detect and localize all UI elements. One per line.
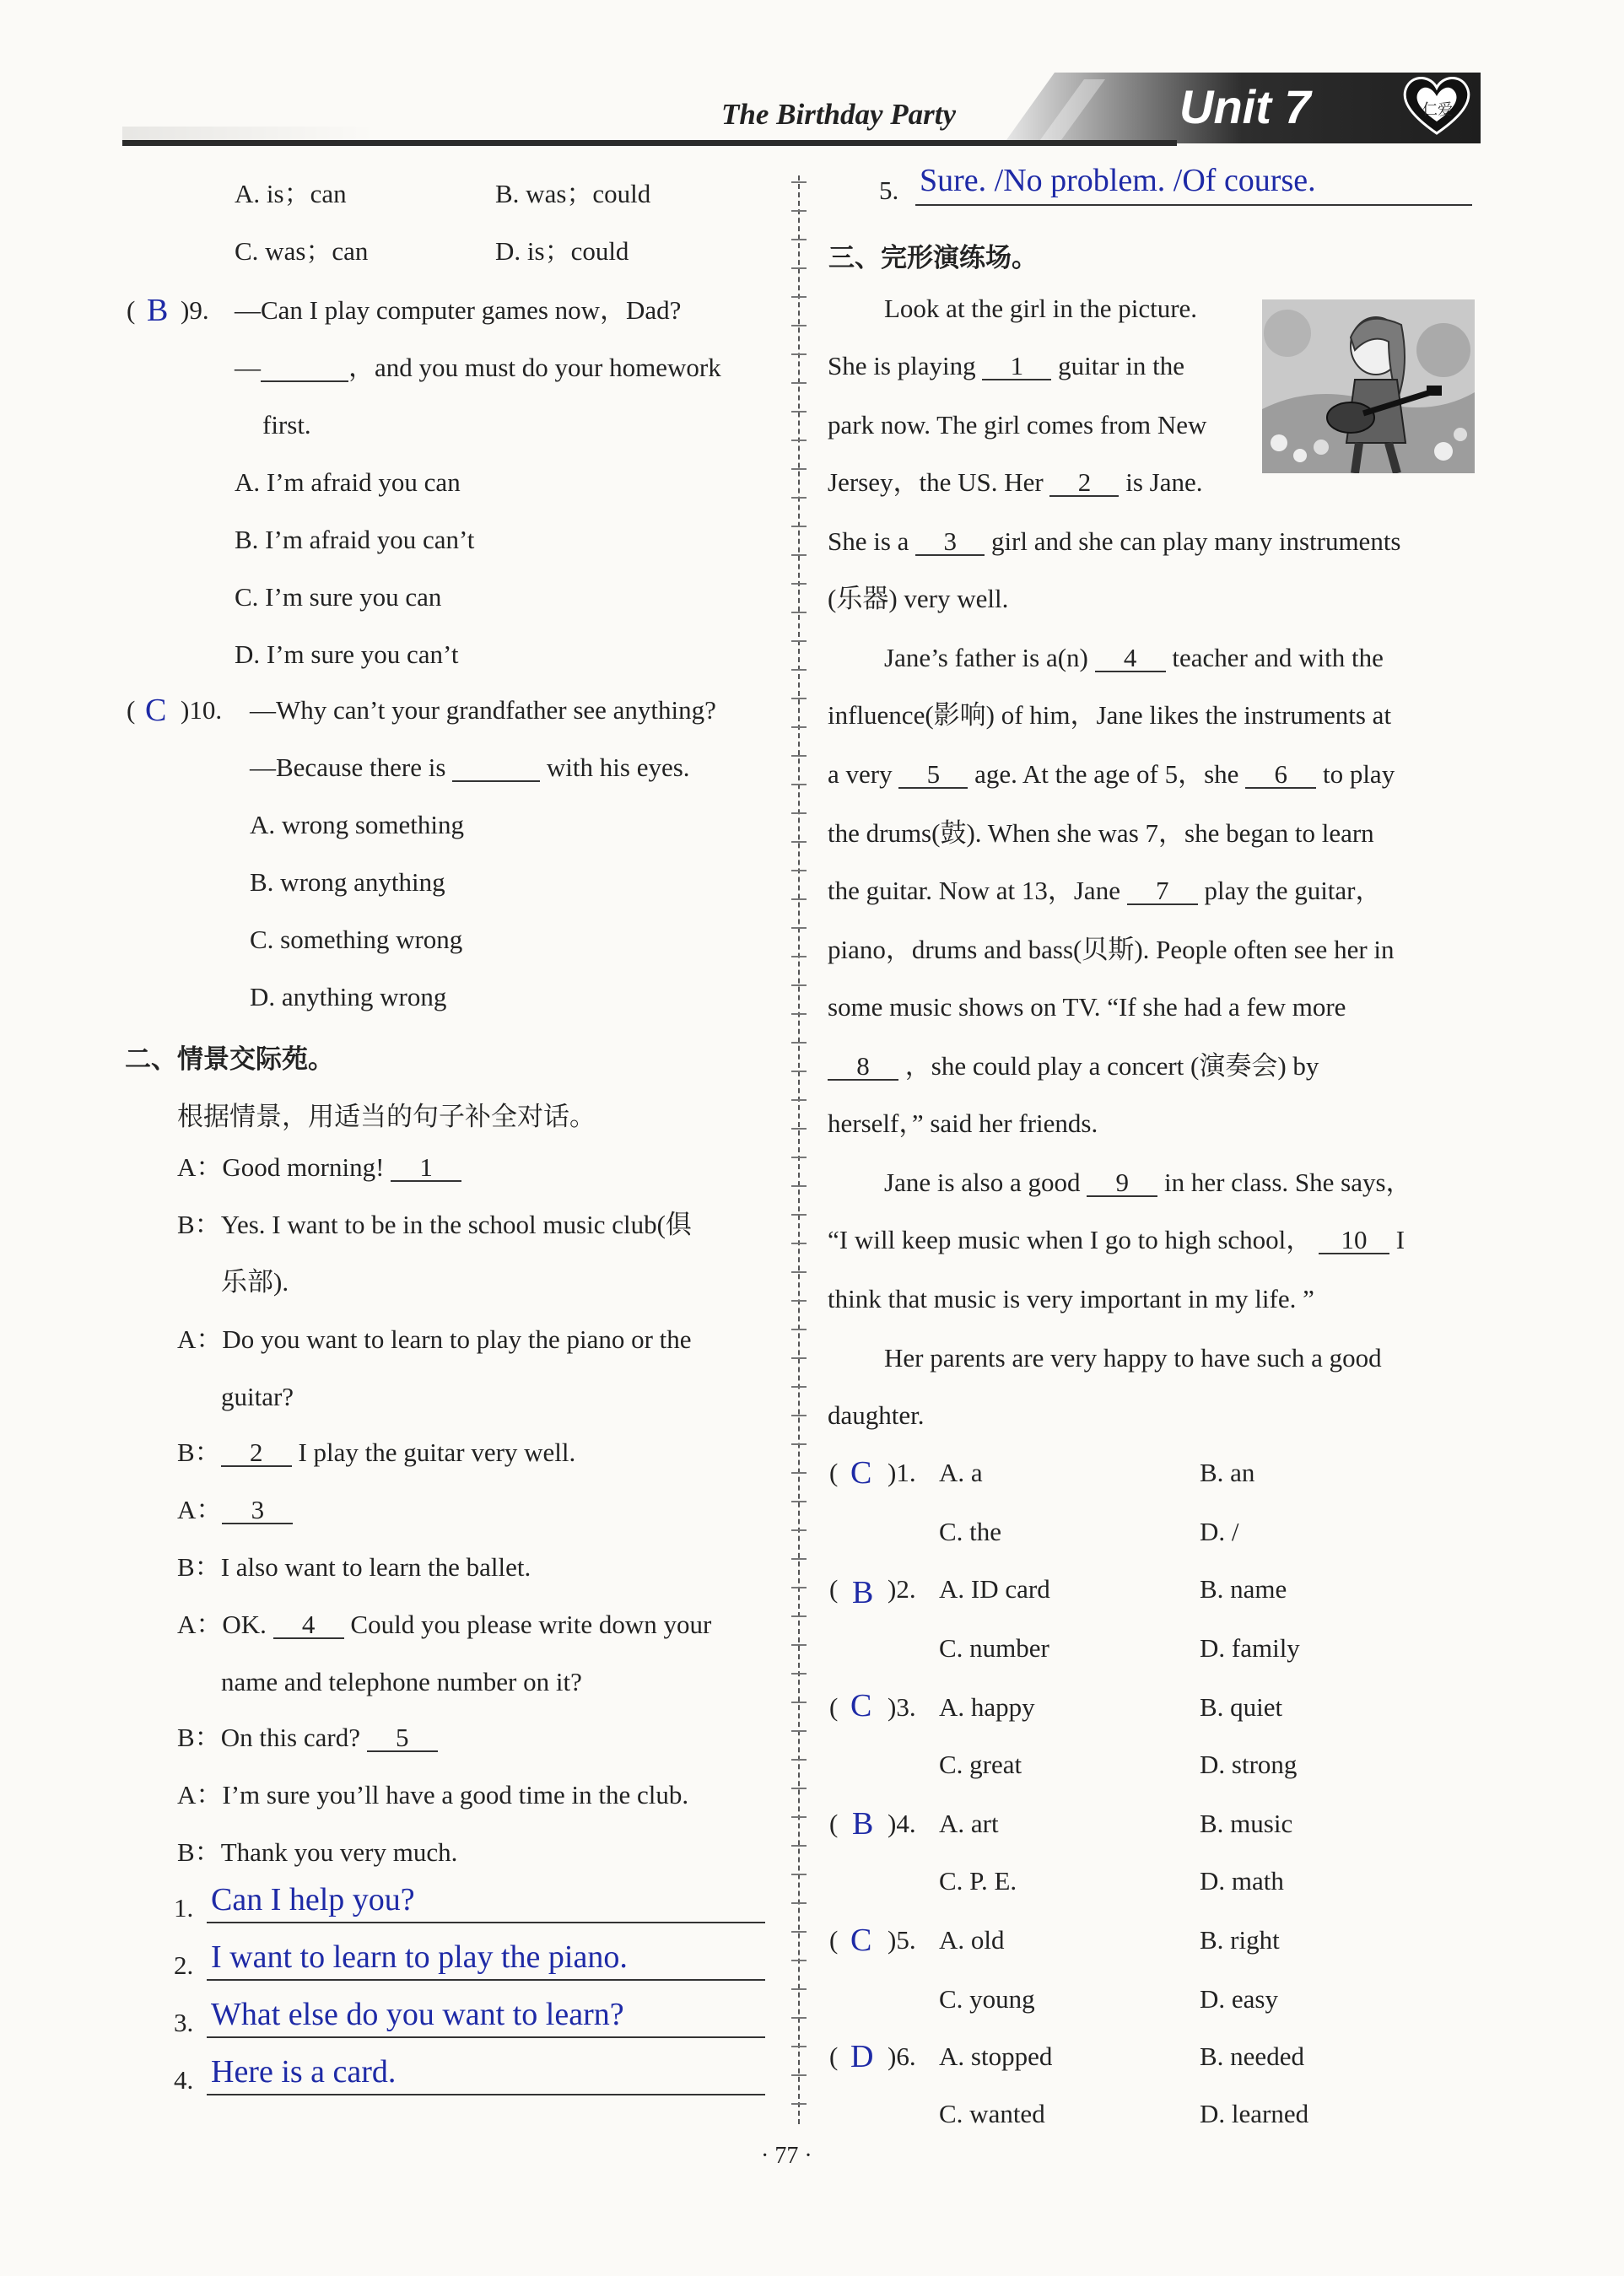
dialog-line-3-cont: guitar? bbox=[221, 1382, 294, 1411]
divider-tick bbox=[791, 870, 807, 871]
divider-tick bbox=[791, 2103, 807, 2105]
passage-text: play the guitar， bbox=[1204, 876, 1382, 905]
answer-line-5[interactable] bbox=[915, 204, 1472, 206]
divider-tick bbox=[791, 468, 807, 470]
dialog-speaker: B： bbox=[177, 1552, 221, 1582]
dialog-text: Do you want to learn to play the piano or the bbox=[222, 1324, 692, 1354]
dialog-speaker: A： bbox=[177, 1780, 223, 1809]
divider-tick bbox=[791, 755, 807, 757]
cloze-blank-2[interactable]: 2 bbox=[1049, 469, 1119, 497]
divider-tick bbox=[791, 497, 807, 499]
q9-line2-suffix: ，and you must do your homework bbox=[348, 353, 721, 382]
option-a: A. a bbox=[939, 1458, 983, 1487]
divider-tick bbox=[791, 1816, 807, 1818]
option-c: C. young bbox=[939, 1984, 1035, 2014]
passage-line: influence(影响) of him，Jane likes the instruments at bbox=[828, 700, 1392, 730]
dialog-speaker: B： bbox=[177, 1837, 221, 1867]
divider-tick bbox=[791, 382, 807, 384]
answer-number-3: 3. bbox=[174, 2008, 194, 2037]
cloze-answer-5: C bbox=[850, 1923, 872, 1958]
q9-answer: B bbox=[147, 293, 169, 328]
divider-tick bbox=[791, 784, 807, 785]
q9-number: )9. bbox=[181, 295, 209, 325]
q10-line1: —Why can’t your grandfather see anything? bbox=[250, 695, 716, 725]
q10-line2 bbox=[250, 754, 690, 782]
divider-tick bbox=[791, 2017, 807, 2019]
passage-line: park now. The girl comes from New bbox=[828, 410, 1207, 440]
q8-option-c: C. was；can bbox=[235, 236, 369, 266]
answer-line-1[interactable] bbox=[207, 1922, 765, 1923]
dialog-text: Could you please write down your bbox=[350, 1610, 712, 1639]
passage-line: the drums(鼓). When she was 7，she began to learn bbox=[828, 818, 1374, 848]
divider-tick bbox=[791, 1013, 807, 1015]
dialog-text: OK. bbox=[222, 1610, 267, 1639]
answer-text-3: What else do you want to learn? bbox=[211, 1997, 624, 2032]
divider-tick bbox=[791, 1185, 807, 1187]
page-number: · 77 · bbox=[761, 2143, 812, 2169]
divider-tick bbox=[791, 1558, 807, 1560]
divider-tick bbox=[791, 554, 807, 556]
dialog-line-7 bbox=[177, 1611, 711, 1639]
divider-tick bbox=[791, 267, 807, 269]
divider-tick bbox=[791, 1271, 807, 1273]
dialog-speaker: A： bbox=[177, 1495, 223, 1524]
section2-instruction: 根据情景，用适当的句子补全对话。 bbox=[177, 1102, 596, 1132]
cloze-blank-4[interactable]: 4 bbox=[1095, 645, 1166, 672]
answer-number-2: 2. bbox=[174, 1950, 194, 1980]
answer-line-2[interactable] bbox=[207, 1979, 765, 1981]
dialog-line-9 bbox=[177, 1782, 688, 1808]
dialog-line-7-cont: name and telephone number on it? bbox=[221, 1667, 582, 1696]
dialog-line-3 bbox=[177, 1326, 692, 1352]
divider-tick bbox=[791, 726, 807, 728]
divider-tick bbox=[791, 1329, 807, 1330]
dialog-blank-5[interactable]: 5 bbox=[367, 1724, 438, 1752]
answer-text-5: Sure. /No problem. /Of course. bbox=[920, 163, 1316, 198]
q9-line3: first. bbox=[262, 410, 311, 440]
q8-option-b: B. was；could bbox=[495, 179, 651, 208]
option-a: A. art bbox=[939, 1809, 999, 1838]
dialog-line-6 bbox=[177, 1554, 531, 1580]
question-number: )5. bbox=[888, 1925, 916, 1955]
q10-line2-prefix: —Because there is bbox=[250, 752, 446, 782]
question-number: )6. bbox=[888, 2041, 916, 2071]
dialog-speaker: A： bbox=[177, 1324, 223, 1354]
cloze-blank-7[interactable]: 7 bbox=[1127, 877, 1198, 905]
divider-tick bbox=[791, 1472, 807, 1474]
divider-tick bbox=[791, 984, 807, 986]
divider-tick bbox=[791, 1960, 807, 1961]
option-b: B. music bbox=[1200, 1809, 1293, 1838]
divider-tick bbox=[791, 640, 807, 642]
option-d: D. easy bbox=[1200, 1984, 1278, 2014]
q9-blank[interactable] bbox=[261, 354, 348, 382]
passage-text: age. At the age of 5，she bbox=[974, 759, 1239, 789]
q9-line2 bbox=[235, 354, 721, 382]
passage-line: piano，drums and bass(贝斯). People often see her in bbox=[828, 935, 1395, 964]
divider-tick bbox=[791, 1071, 807, 1072]
cloze-answer-6: D bbox=[850, 2039, 874, 2074]
cloze-blank-9[interactable]: 9 bbox=[1087, 1169, 1157, 1197]
q9-option-c: C. I’m sure you can bbox=[235, 582, 442, 612]
cloze-answer-4: B bbox=[852, 1806, 874, 1842]
dialog-line-2 bbox=[177, 1211, 692, 1238]
q10-paren-open: ( bbox=[127, 695, 136, 725]
divider-tick bbox=[791, 1128, 807, 1130]
option-b: B. quiet bbox=[1200, 1692, 1283, 1722]
q10-option-a: A. wrong something bbox=[250, 810, 465, 839]
passage-line bbox=[828, 528, 1401, 556]
passage-line: Look at the girl in the picture. bbox=[884, 294, 1198, 323]
q10-blank[interactable] bbox=[452, 754, 540, 782]
passage-line: herself，” said her friends. bbox=[828, 1108, 1098, 1138]
option-c: C. great bbox=[939, 1750, 1022, 1779]
dialog-text: On this card? bbox=[220, 1723, 360, 1752]
divider-tick bbox=[791, 1587, 807, 1588]
passage-line bbox=[828, 1227, 1405, 1254]
option-b: B. name bbox=[1200, 1574, 1287, 1604]
option-d: D. strong bbox=[1200, 1750, 1298, 1779]
divider-tick bbox=[791, 1300, 807, 1302]
divider-tick bbox=[791, 411, 807, 413]
divider-tick bbox=[791, 1759, 807, 1761]
divider-tick bbox=[791, 526, 807, 527]
passage-text: Jane’s father is a(n) bbox=[884, 643, 1088, 672]
option-c: C. P. E. bbox=[939, 1866, 1017, 1896]
divider-tick bbox=[791, 353, 807, 355]
cloze-blank-8[interactable]: 8 bbox=[828, 1053, 898, 1081]
q10-option-c: C. something wrong bbox=[250, 925, 463, 954]
cloze-blank-5[interactable]: 5 bbox=[898, 761, 968, 789]
dialog-line-5 bbox=[177, 1497, 293, 1524]
dialog-speaker: B： bbox=[177, 1723, 221, 1752]
passage-line bbox=[884, 645, 1384, 672]
option-b: B. needed bbox=[1200, 2041, 1304, 2071]
passage-text: a very bbox=[828, 759, 893, 789]
cloze-answer-2: B bbox=[852, 1575, 874, 1610]
dialog-line-2-cont: 乐部). bbox=[221, 1267, 289, 1297]
divider-tick bbox=[791, 1529, 807, 1531]
dialog-blank-2[interactable]: 2 bbox=[221, 1439, 292, 1467]
passage-line: Her parents are very happy to have such a good bbox=[884, 1343, 1382, 1373]
passage-text: guitar in the bbox=[1058, 351, 1184, 380]
q10-answer: C bbox=[145, 693, 167, 728]
logo-text: 仁爱 bbox=[1422, 101, 1453, 119]
answer-text-1: Can I help you? bbox=[211, 1882, 415, 1917]
divider-tick bbox=[791, 1443, 807, 1445]
cloze-answer-3: C bbox=[850, 1688, 872, 1723]
dialog-blank-1[interactable]: 1 bbox=[391, 1154, 461, 1182]
dialog-text: I also want to learn the ballet. bbox=[220, 1552, 531, 1582]
paren-open: ( bbox=[829, 1809, 839, 1838]
divider-tick bbox=[791, 1845, 807, 1847]
q10-line2-suffix: with his eyes. bbox=[546, 752, 690, 782]
divider-tick bbox=[791, 1730, 807, 1732]
answer-text-2: I want to learn to play the piano. bbox=[211, 1939, 628, 1975]
dialog-line-8 bbox=[177, 1724, 438, 1752]
question-number: )1. bbox=[888, 1458, 916, 1487]
q9-option-d: D. I’m sure you can’t bbox=[235, 639, 459, 669]
q9-option-a: A. I’m afraid you can bbox=[235, 467, 461, 497]
divider-tick bbox=[791, 1788, 807, 1789]
girl-playing-guitar-image bbox=[1262, 299, 1475, 473]
unit-label: Unit 7 bbox=[1179, 80, 1311, 133]
divider-tick bbox=[791, 1157, 807, 1158]
question-number: )3. bbox=[888, 1692, 916, 1722]
passage-line bbox=[828, 761, 1395, 789]
divider-tick bbox=[791, 1099, 807, 1101]
passage-line: think that music is very important in my life. ” bbox=[828, 1284, 1314, 1313]
paren-open: ( bbox=[829, 1925, 839, 1955]
passage-text: ，she could play a concert (演奏会) by bbox=[904, 1051, 1319, 1081]
option-c: C. the bbox=[939, 1517, 1002, 1546]
dialog-speaker: B： bbox=[177, 1437, 221, 1467]
passage-line bbox=[828, 469, 1202, 497]
dialog-line-4 bbox=[177, 1439, 575, 1467]
section2-heading: 二、情景交际苑。 bbox=[125, 1044, 334, 1075]
divider-tick bbox=[791, 325, 807, 326]
option-b: B. right bbox=[1200, 1925, 1280, 1955]
divider-tick bbox=[791, 1042, 807, 1044]
cloze-answer-1: C bbox=[850, 1455, 872, 1491]
passage-line bbox=[884, 1169, 1412, 1197]
q8-option-a: A. is；can bbox=[235, 179, 347, 208]
section3-heading: 三、完形演练场。 bbox=[828, 243, 1038, 273]
dialog-line-10 bbox=[177, 1839, 457, 1865]
passage-line bbox=[828, 1053, 1319, 1081]
option-b: B. an bbox=[1200, 1458, 1255, 1487]
divider-tick bbox=[791, 1415, 807, 1416]
option-d: D. math bbox=[1200, 1866, 1284, 1896]
passage-text: to play bbox=[1322, 759, 1395, 789]
divider-tick bbox=[791, 1988, 807, 1990]
q10-option-b: B. wrong anything bbox=[250, 867, 445, 897]
q10-option-d: D. anything wrong bbox=[250, 982, 447, 1011]
divider-tick bbox=[791, 1673, 807, 1675]
answer-number-4: 4. bbox=[174, 2065, 194, 2095]
paren-open: ( bbox=[829, 1574, 839, 1604]
passage-line bbox=[828, 353, 1184, 380]
divider-tick bbox=[791, 210, 807, 212]
answer-text-4: Here is a card. bbox=[211, 2054, 397, 2090]
cloze-blank-10[interactable]: 10 bbox=[1319, 1227, 1389, 1254]
answer-number-5: 5. bbox=[879, 175, 899, 205]
divider-tick bbox=[791, 1644, 807, 1646]
option-d: D. family bbox=[1200, 1633, 1300, 1663]
passage-line: daughter. bbox=[828, 1400, 925, 1430]
dialog-text: Thank you very much. bbox=[220, 1837, 458, 1867]
passage-text: the guitar. Now at 13，Jane bbox=[828, 876, 1120, 905]
passage-text: teacher and with the bbox=[1172, 643, 1384, 672]
dialog-blank-4[interactable]: 4 bbox=[273, 1611, 344, 1639]
passage-text: is Jane. bbox=[1125, 467, 1203, 497]
passage-text: I bbox=[1395, 1225, 1405, 1254]
divider-tick bbox=[791, 1386, 807, 1388]
dialog-text: I’m sure you’ll have a good time in the club. bbox=[222, 1780, 689, 1809]
answer-number-1: 1. bbox=[174, 1893, 194, 1923]
lesson-title: The Birthday Party bbox=[721, 98, 957, 131]
paren-open: ( bbox=[829, 1458, 839, 1487]
dialog-speaker: A： bbox=[177, 1152, 223, 1182]
divider-tick bbox=[791, 1214, 807, 1216]
passage-text: Jersey，the US. Her bbox=[828, 467, 1044, 497]
dialog-blank-3[interactable]: 3 bbox=[222, 1497, 293, 1524]
divider-tick bbox=[791, 669, 807, 671]
option-a: A. ID card bbox=[939, 1574, 1050, 1604]
q9-dash: — bbox=[235, 353, 261, 382]
q10-number: )10. bbox=[181, 695, 223, 725]
divider-tick bbox=[791, 583, 807, 585]
option-d: D. / bbox=[1200, 1517, 1239, 1546]
divider-tick bbox=[791, 440, 807, 441]
divider-tick bbox=[791, 1357, 807, 1359]
passage-line: (乐器) very well. bbox=[828, 584, 1009, 613]
option-c: C. wanted bbox=[939, 2099, 1045, 2128]
dialog-speaker: A： bbox=[177, 1610, 223, 1639]
answer-line-4[interactable] bbox=[207, 2094, 765, 2095]
option-a: A. happy bbox=[939, 1692, 1035, 1722]
passage-text: She is a bbox=[828, 526, 909, 556]
divider-tick bbox=[791, 698, 807, 699]
option-a: A. stopped bbox=[939, 2041, 1053, 2071]
divider-tick bbox=[791, 1931, 807, 1933]
question-number: )4. bbox=[888, 1809, 916, 1838]
divider-tick bbox=[791, 296, 807, 298]
q9-line1: —Can I play computer games now，Dad? bbox=[235, 295, 682, 325]
divider-tick bbox=[791, 1243, 807, 1244]
header-left-fade bbox=[122, 127, 375, 142]
question-number: )2. bbox=[888, 1574, 916, 1604]
divider-tick bbox=[791, 1501, 807, 1502]
cloze-blank-6[interactable]: 6 bbox=[1245, 761, 1316, 789]
passage-text: “I will keep music when I go to high school， bbox=[828, 1225, 1313, 1254]
passage-text: She is playing bbox=[828, 351, 976, 380]
divider-tick bbox=[791, 841, 807, 843]
passage-line: some music shows on TV. “If she had a few more bbox=[828, 992, 1346, 1022]
cloze-blank-3[interactable]: 3 bbox=[915, 528, 985, 556]
dialog-text: Good morning! bbox=[222, 1152, 385, 1182]
divider-tick bbox=[791, 898, 807, 900]
divider-tick bbox=[791, 239, 807, 240]
q9-option-b: B. I’m afraid you can’t bbox=[235, 525, 475, 554]
divider-tick bbox=[791, 1902, 807, 1904]
divider-tick bbox=[791, 2046, 807, 2047]
cloze-blank-1[interactable]: 1 bbox=[982, 353, 1051, 380]
dialog-line-1 bbox=[177, 1154, 461, 1182]
answer-line-3[interactable] bbox=[207, 2036, 765, 2038]
passage-text: in her class. She says， bbox=[1163, 1168, 1412, 1197]
passage-line bbox=[828, 877, 1382, 905]
divider-tick bbox=[791, 812, 807, 814]
passage-text: girl and she can play many instruments bbox=[990, 526, 1401, 556]
option-a: A. old bbox=[939, 1925, 1005, 1955]
divider-tick bbox=[791, 1615, 807, 1617]
option-c: C. number bbox=[939, 1633, 1049, 1663]
divider-tick bbox=[791, 181, 807, 183]
q9-paren-open: ( bbox=[127, 295, 136, 325]
option-d: D. learned bbox=[1200, 2099, 1309, 2128]
paren-open: ( bbox=[829, 1692, 839, 1722]
divider-tick bbox=[791, 1874, 807, 1875]
passage-text: Jane is also a good bbox=[884, 1168, 1081, 1197]
dialog-text: I play the guitar very well. bbox=[298, 1437, 576, 1467]
dialog-speaker: B： bbox=[177, 1210, 221, 1239]
divider-tick bbox=[791, 1702, 807, 1703]
divider-tick bbox=[791, 927, 807, 929]
dialog-text: Yes. I want to be in the school music club(俱 bbox=[220, 1210, 692, 1239]
divider-tick bbox=[791, 612, 807, 613]
divider-tick bbox=[791, 2074, 807, 2076]
divider-tick bbox=[791, 956, 807, 957]
q8-option-d: D. is；could bbox=[495, 236, 629, 266]
paren-open: ( bbox=[829, 2041, 839, 2071]
